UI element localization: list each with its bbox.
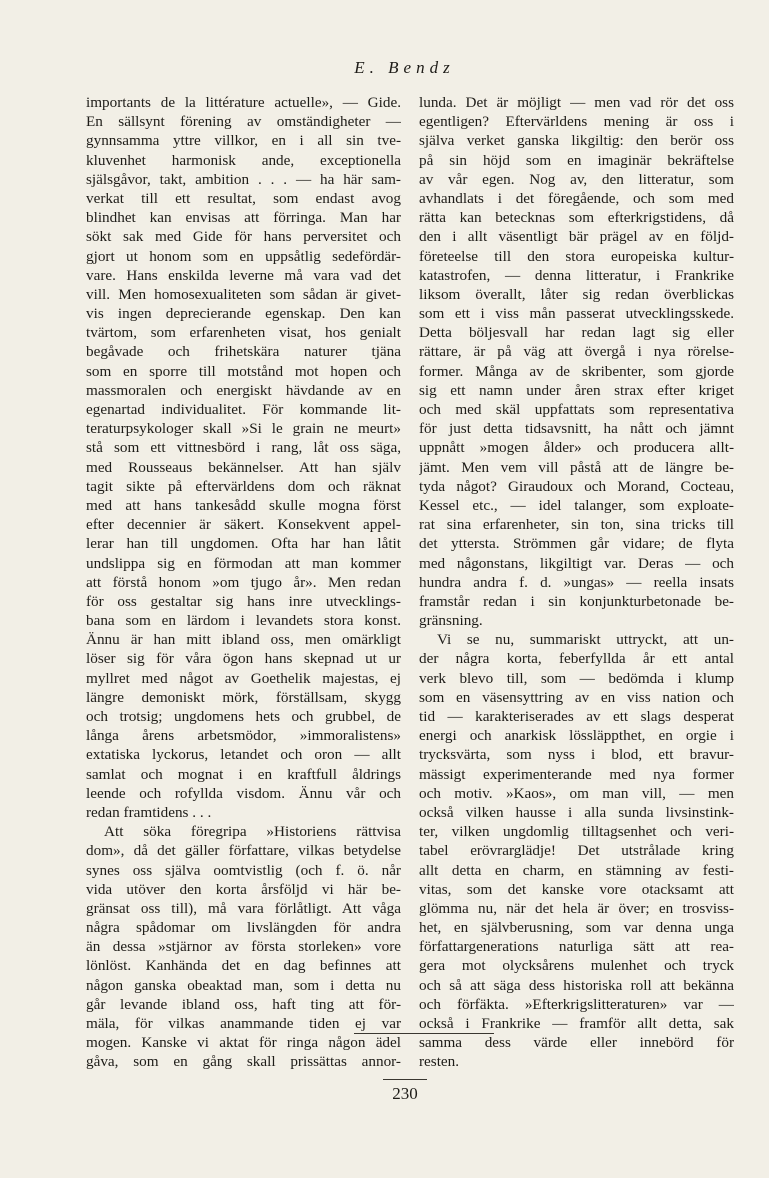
folio-rule [383,1079,427,1080]
text-line: också i Frankrike — framför allt detta, sak [419,1015,734,1032]
text-line: sig ett namn under åren strax efter kriget [419,381,734,399]
text-line: extatiska lyckorus, letandet och oron — allt [86,746,401,764]
text-line: verk blevo till, som — bedömda i klump [419,669,734,687]
text-line: det yttersta. Strömmen går vidare; de flyta [419,535,734,553]
text-line: längre demoniskt mörk, förställsam, skygg [86,688,401,706]
text-line: framstår redan i sin konjunkturbetonade be- [419,592,734,610]
text-line: synes oss själva oomtvistlig (och f. ö. når [86,861,401,879]
text-line: själva verket ganska likgiltig: den berör oss [419,132,734,150]
text-line: långa årens arbetsmödor, »immoralistens» [86,727,401,745]
text-line: själsgåvor, takt, ambition . . . — ha här sam- [86,170,401,188]
text-line: löser sig för våra ögon hans skepnad ut ur [86,650,401,668]
text-line: och förfäkta. »Efterkrigslitteraturen» var — [419,995,734,1013]
text-line: tid — karakteriserades av ett slags desperat [419,708,734,725]
text-line: teraturpsykologer skall »Si le grain ne meurt» [86,420,401,438]
text-line: vis ingen deprecierande egenskap. Den kan [86,305,401,323]
text-line: Att söka föregripa »Historiens rättvisa [104,823,401,841]
text-line: allt detta en charm, en stämning av festi- [419,861,734,879]
text-line: der några korta, feberfyllda år ett antal [419,650,734,668]
text-line: avhandlats i det föregående, och som med [419,189,734,207]
text-line: går levande ibland oss, haft ting att för- [86,995,401,1013]
text-line: vitas, som det kanske vore otacksamt att [419,880,734,898]
text-line: bana som en lärdom i levandets stora konst. [86,612,401,630]
text-line: som ett i viss mån passerat utvecklingsskede. [419,305,734,323]
text-line: gynnsamma yttre villkor, en i all sin tve- [86,132,401,150]
text-line: Vi se nu, summariskt uttryckt, att un- [437,631,734,649]
running-head: E. Bendz [354,58,455,77]
text-line: också vilken hausse i alla sunda livsinstink- [419,803,734,821]
right-column [419,93,734,1072]
text-line: att förstå honom »om tjugo år». Men redan [86,573,401,591]
text-line: stå som ett vittnesbörd i rang, låt oss säga, [86,439,401,457]
text-line: massmoralen och energiskt hävdande av en [86,381,401,399]
text-line: resten. [419,1053,460,1071]
text-line: gjort ut honom som en uppsåtlig sedefördär- [86,247,401,265]
text-line: En sällsynt förening av omständigheter — [86,113,401,131]
text-line: sökt sak med Gide för hans perversitet och [86,228,401,246]
text-line: och trotsig; ungdomens hets och grubbel, de [86,708,401,725]
text-line: former. Många av de skribenter, som gjorde [419,362,734,380]
text-line: glömma nu, när det hela är över; en trosviss- [419,899,734,917]
text-line: kluvenhet harmonisk ande, exceptionella [86,151,401,169]
text-line: företeelse till den stora europeiska kultur- [419,247,734,265]
text-line: tvärtom, som erfarenheten visat, hos genialt [86,324,401,342]
text-line: tabel erövrarglädje! Det utstrålade kring [419,842,734,860]
text-line: gera mot olycksårens mulenhet och tryck [419,957,734,975]
text-line: mässigt experimenterande med nya former [419,765,734,783]
text-line: vare. Hans enskilda leverne må vara vad det [86,266,401,284]
text-line: som en väsensyttring av en viss nation och [419,688,734,706]
text-line: katastrofen, — denna litteratur, i Frankrike [419,266,734,284]
text-line: Ännu är han mitt ibland oss, men omärkligt [86,631,401,649]
text-line: egenartad individualitet. För kommande lit- [86,401,401,418]
text-line: redan framtidens . . . [86,803,212,821]
text-line: rättare, är på väg att övergå i nya rörelse- [419,343,734,361]
text-line: lunda. Det är möjligt — men vad rör det oss [419,94,734,111]
text-line: för oss gestaltar sig hans inre utvecklings- [86,592,401,610]
text-line: Detta böljesvall har redan lagt sig eller [419,324,734,342]
text-line: vida utöver den korta årsföljd vi här be- [86,880,401,898]
text-line: myllret med något av Goethelik majestas, ej [86,669,401,687]
text-line: Kessel etc., — idel talanger, som exploate- [419,496,734,514]
text-line: lerar han till ungdomen. Ofta har han låtit [86,535,401,553]
text-line: tyda något? Giraudoux och Morand, Cocteau, [419,477,734,495]
text-line: importants de la littérature actuelle», — Gide. [86,94,401,111]
text-line: efter decennier är säkert. Konsekvent appel- [86,516,401,534]
left-column [86,93,401,1072]
text-line: samma dess värde eller innebörd för [419,1034,734,1052]
text-line: och motiv. »Kaos», om man vill, — men [419,784,734,802]
text-line: ter, vilken ungdomlig tilltagsenhet och veri- [419,823,734,841]
text-line: mäla, för vilkas anammande tiden ej var [86,1015,401,1032]
end-rule [354,1033,494,1034]
text-line: trycksvärta, som nyss i blod, ett bravur- [419,746,734,764]
text-line: som en sporre till motstånd mot hopen och [86,362,401,380]
text-line: den i allt väsentligt bär prägel av en följd- [419,228,734,246]
text-line: egentligen? Eftervärldens mening är oss i [419,113,734,131]
text-line: och så att säga dess historiska roll att bekänna [419,976,734,994]
text-line: uppnått »mogen ålder» och producera allt- [419,439,734,457]
text-line: hundra andra f. d. »ungas» — reella insats [419,573,734,591]
text-line: gränsning. [419,612,483,630]
text-line: med att hans tankesådd skulle mogna först [86,496,401,514]
text-line: för just detta tidsavsnitt, ha nått och jämnt [419,420,734,438]
text-line: någon ganska obeaktad man, som i detta nu [86,976,401,994]
text-line: lönlöst. Kanhända det en dag befinnes att [86,957,401,975]
text-line: författargenerations naturliga sätt att rea- [419,938,734,956]
text-line: het, en självberusning, som var denna unga [419,919,734,937]
text-line: leende och rofyllda visdom. Ännu vår och [86,784,401,802]
text-line: än dessa »stjärnor av första storleken» vore [86,938,401,956]
text-line: jämt. Men vem vill påstå att de längre be- [419,458,734,476]
text-line: energi och anarkisk lössläppthet, en orgie i [419,727,734,745]
text-line: några spådomar om livslängden för andra [86,919,401,937]
text-line: blindhet kan envisas att förringa. Man har [86,209,401,227]
text-line: och med skäl uppfattats som representativa [419,401,734,418]
text-line: verkat till ett resultat, som endast avog [86,189,401,207]
page-number: 230 [392,1084,418,1103]
text-line: gåva, som en gång skall prissättas annor- [86,1053,401,1071]
text-line: rätta kan betecknas som efterkrigstidens, då [419,209,734,227]
text-line: rat sina erfarenheter, sin ton, sina tricks till [419,516,734,534]
text-line: på sin höjd som en imaginär bekräftelse [419,151,734,169]
text-line: liksom överallt, låter sig redan överblickas [419,285,734,303]
text-line: tagit sikte på eftervärldens dom och räknat [86,477,401,495]
text-line: mogen. Kanske vi aktat för ringa någon ädel [86,1034,401,1052]
text-line: undslippa sig en förmodan att man kommer [86,554,401,572]
text-line: begåvade och frihetskära naturer tjäna [86,343,401,361]
text-line: vill. Men homosexualiteten som sådan är givet- [86,285,401,303]
text-line: med någonstans, likgiltigt var. Deras — och [419,554,734,572]
text-line: av vår egen. Nog av, den litteratur, som [419,170,734,188]
text-line: med Rousseaus bekännelser. Att han själv [86,458,401,476]
text-line: dom», då det gäller författare, vilkas betydelse [86,842,401,860]
text-line: samlat och mognat i en kraftfull åldrings [86,765,401,783]
text-line: gränsat oss till), må vara förlåtligt. Att våga [86,899,401,917]
